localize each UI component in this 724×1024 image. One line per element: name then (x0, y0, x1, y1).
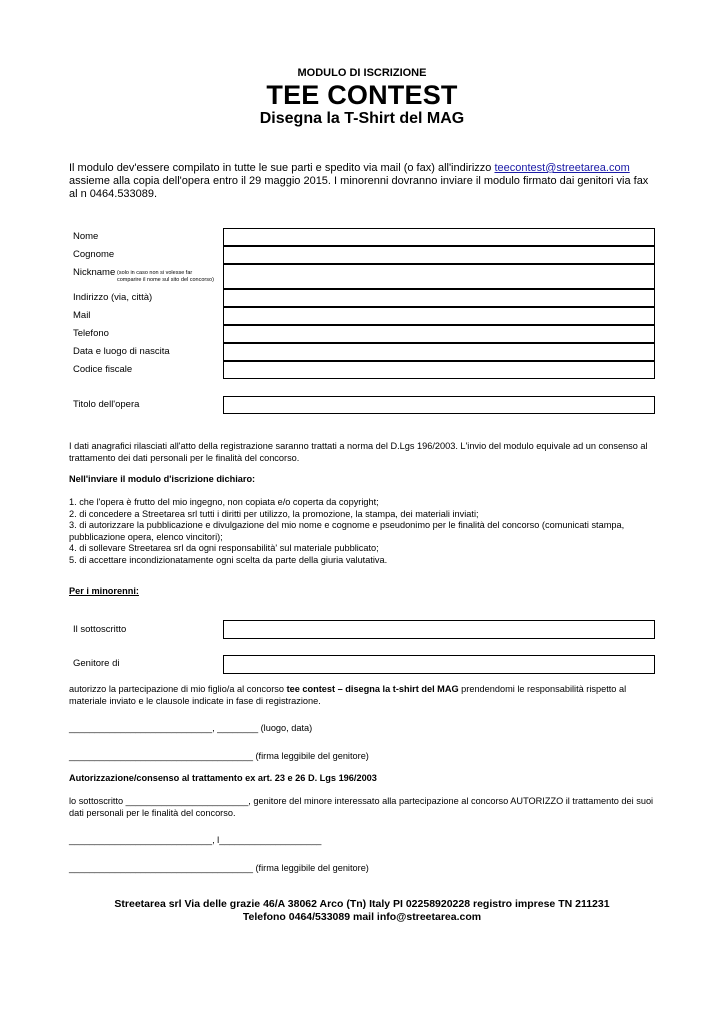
telefono-field[interactable] (223, 325, 655, 343)
nickname-field[interactable] (223, 264, 655, 289)
intro-text-before: Il modulo dev'essere compilato in tutte le sue parti e spedito via mail (o fax) all'indirizzo (69, 162, 495, 174)
footer-address: Streetarea srl Via delle grazie 46/A 38062 Arco (Tn) Italy PI 02258920228 registro imprese TN 211231 (114, 898, 610, 910)
nickname-label: Nickname (73, 267, 116, 278)
declaration-item: 2. di concedere a Streetarea srl tutti i diritti per utilizzo, la promozione, la stampa, dei materiali inviati; (69, 508, 479, 519)
indirizzo-label: Indirizzo (via, città) (73, 292, 153, 303)
minors-heading: Per i minorenni: (69, 586, 139, 596)
luogo-data-line[interactable]: ____________________________, ________ (luogo, data) (69, 723, 313, 733)
form-label: MODULO DI ISCRIZIONE (297, 67, 427, 79)
page-subtitle: Disegna la T-Shirt del MAG (259, 110, 465, 127)
page-title: TEE CONTEST (266, 80, 458, 110)
mail-label: Mail (73, 310, 91, 321)
sottoscritto-field[interactable] (223, 620, 655, 639)
firma-genitore-line-2[interactable]: ____________________________________ (firma leggibile del genitore) (69, 863, 369, 873)
firma-genitore-line-1[interactable]: ____________________________________ (firma leggibile del genitore) (69, 751, 369, 761)
footer-contacts: Telefono 0464/533089 mail info@streetarea.com (242, 911, 482, 923)
declaration-item: 5. di accettare incondizionatamente ogni scelta da parte della giuria valutativa. (69, 554, 388, 565)
auth-text-after: prendendomi le responsabilità rispetto al materiale inviato e le clausole indicate in fase di registrazione. (69, 684, 627, 706)
codice-fiscale-label: Codice fiscale (73, 364, 133, 375)
date-line-2[interactable]: ____________________________, l____________________ (69, 835, 322, 845)
nome-field[interactable] (223, 228, 655, 246)
nascita-field[interactable] (223, 343, 655, 361)
contest-name: tee contest – disegna la t-shirt del MAG (286, 684, 459, 694)
titolo-opera-label: Titolo dell'opera (73, 399, 140, 410)
cognome-field[interactable] (223, 246, 655, 264)
genitore-field[interactable] (223, 655, 655, 674)
declaration-item: 4. di sollevare Streetarea srl da ogni responsabilità' sul materiale pubblicato; (69, 543, 379, 553)
consent-paragraph: lo sottoscritto ________________________, genitore del minore interessato alla partecipazione al concorso AUTORIZZO il trattamento dei suoi dati personali per le finalità del concorso. (69, 796, 654, 818)
mail-field[interactable] (223, 307, 655, 325)
declaration-item: 3. di autorizzare la pubblicazione e divulgazione del mio nome e cognome e pseudonimo per le finalità del concorso (comunicati stampa, pubblicazione opera, elenco vincitori); (69, 520, 625, 542)
footer-company-info (0, 898, 724, 924)
cognome-label: Cognome (73, 249, 115, 260)
sottoscritto-label: Il sottoscritto (73, 624, 127, 635)
privacy-note: I dati anagrafici rilasciati all'atto della registrazione saranno trattati a norma del D.Lgs 196/2003. L'invio del modulo equivale ad un consenso al trattamento dei dati personali per le finalità del concorso. (69, 441, 648, 463)
codice-fiscale-field[interactable] (223, 361, 655, 379)
auth-text-before: autorizzo la partecipazione di mio figlio/a al concorso (69, 684, 287, 694)
declaration-list (69, 497, 659, 566)
authorization-paragraph (69, 684, 659, 707)
nascita-label: Data e luogo di nascita (73, 346, 170, 357)
nome-label: Nome (73, 231, 99, 242)
consent-heading: Autorizzazione/consenso al trattamento ex art. 23 e 26 D. Lgs 196/2003 (69, 773, 377, 783)
genitore-label: Genitore di (73, 658, 120, 669)
declaration-item: 1. che l'opera è frutto del mio ingegno, non copiata e/o coperta da copyright; (69, 497, 379, 507)
indirizzo-field[interactable] (223, 289, 655, 307)
titolo-opera-field[interactable] (223, 396, 655, 414)
declaration-heading: Nell'inviare il modulo d'iscrizione dichiaro: (69, 474, 256, 484)
telefono-label: Telefono (73, 328, 109, 339)
nickname-note: (solo in caso non si volesse far comparire il nome sul sito del concorso) (117, 270, 214, 283)
intro-paragraph (69, 162, 659, 201)
intro-text-after: assieme alla copia dell'opera entro il 29 maggio 2015. I minorenni dovranno inviare il modulo firmato dai genitori via fax al n 0464.533089. (69, 175, 649, 200)
contest-email-link[interactable]: teecontest@streetarea.com (494, 162, 630, 174)
